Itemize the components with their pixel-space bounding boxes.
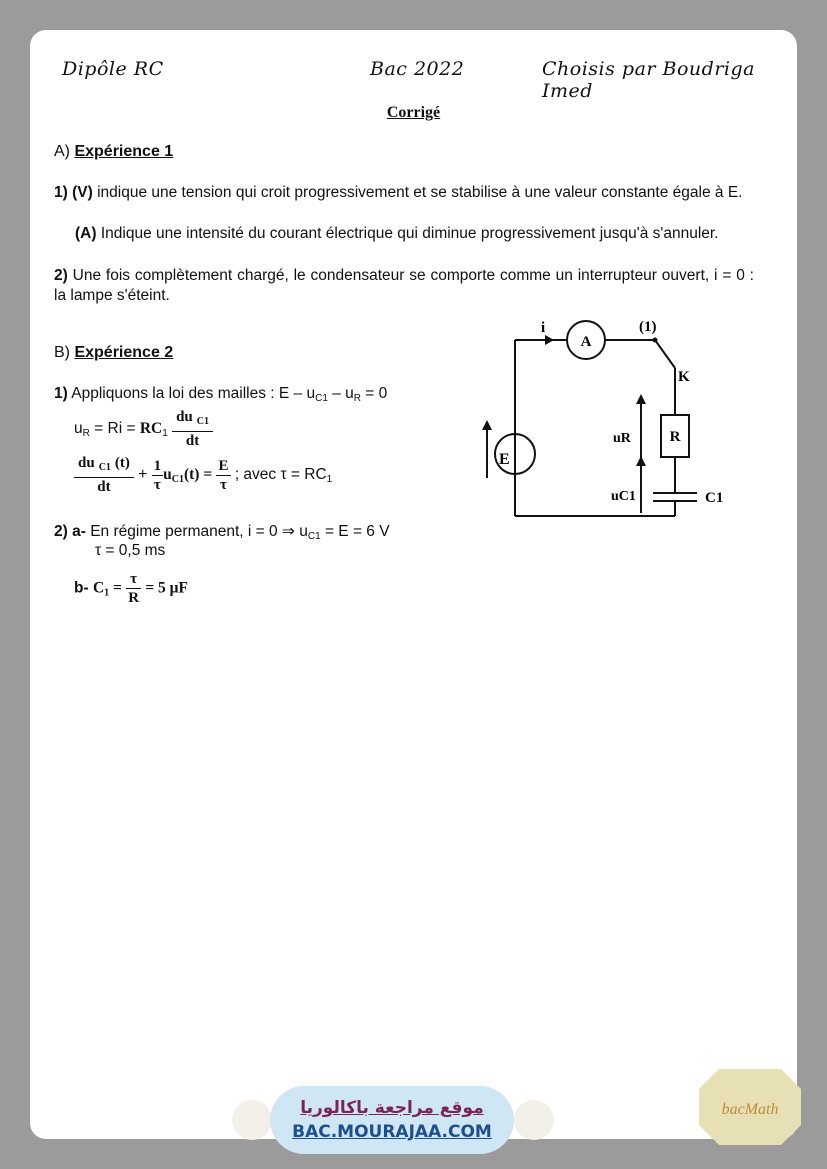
- mesh-law-line: 1) Appliquons la loi des mailles : $E - u_{C1} - u_R = 0$: [54, 385, 388, 404]
- left-site-logo: [232, 1100, 272, 1140]
- differential-equation: $\frac{du _{C1} (t)}{dt}$ + $\frac{1}{\tau}$ $u_{C1}(t)$ = $\frac{E}{\tau}$ ; avec $\tau = RC_1$: [74, 454, 332, 496]
- badge-text: bacMath: [721, 1101, 779, 1118]
- header-year: Bac 2022: [370, 58, 465, 80]
- capacitance-result: b- $C_1$ = $\frac{\tau}{R}$ = 5 μF: [74, 571, 188, 606]
- steady-state-line: 2) a- En régime permanent, i = 0 ⇒ $u_{C1} = E = 6$ V: [54, 523, 390, 542]
- ur-label: uR: [613, 431, 631, 446]
- switch-blade: [655, 340, 675, 368]
- ammeter-label: A: [580, 334, 592, 350]
- header-author: Choisis par Boudriga Imed: [542, 58, 755, 102]
- section-a-title: Expérience 1: [74, 143, 174, 160]
- section-a-q1-a: (A) Indique une intensité du courant électrique qui diminue progressivement jusqu'à s'annuler.: [75, 225, 719, 242]
- current-label: i: [541, 320, 546, 336]
- section-b-heading: B) Expérience 2: [54, 344, 174, 361]
- section-b-title: Expérience 2: [74, 344, 174, 361]
- switch-label: K: [678, 369, 690, 385]
- footer-banner[interactable]: [270, 1086, 514, 1154]
- section-a-heading: A) Expérience 1: [54, 143, 174, 160]
- current-arrowhead: [545, 335, 554, 345]
- bacmath-badge: [697, 1067, 803, 1147]
- switch-position-label: (1): [639, 319, 657, 335]
- document-page: [30, 30, 797, 1139]
- ur-equation: $u_R = Ri = RC_1$ $\frac{du _{C1}}{dt}$: [74, 408, 213, 450]
- footer-arabic-text[interactable]: موقع مراجعة باكالوريا: [300, 1098, 484, 1118]
- page-title: Corrigé: [386, 104, 441, 121]
- right-site-logo: [514, 1100, 554, 1140]
- footer-url-link[interactable]: BAC.MOURAJAA.COM: [292, 1122, 492, 1142]
- section-a-q1-v: 1) (V) indique une tension qui croit progressivement et se stabilise à une valeur constante égale à E.: [54, 184, 743, 201]
- ur-derivative-fraction: $\frac{du _{C1}}{dt}$: [172, 408, 213, 450]
- section-a-q2: 2) Une fois complètement chargé, le condensateur se comporte comme un interrupteur ouvert, i = 0 : la lampe s'éteint.: [54, 267, 754, 304]
- generator-label: E: [499, 451, 510, 468]
- rc-circuit-diagram: [455, 310, 765, 520]
- capacitor-label: C1: [705, 490, 724, 506]
- uc1-label: uC1: [611, 489, 636, 504]
- tau-line: τ = 0,5 ms: [95, 542, 166, 559]
- resistor-label: R: [669, 429, 681, 445]
- header-chapter: Dipôle RC: [62, 58, 164, 80]
